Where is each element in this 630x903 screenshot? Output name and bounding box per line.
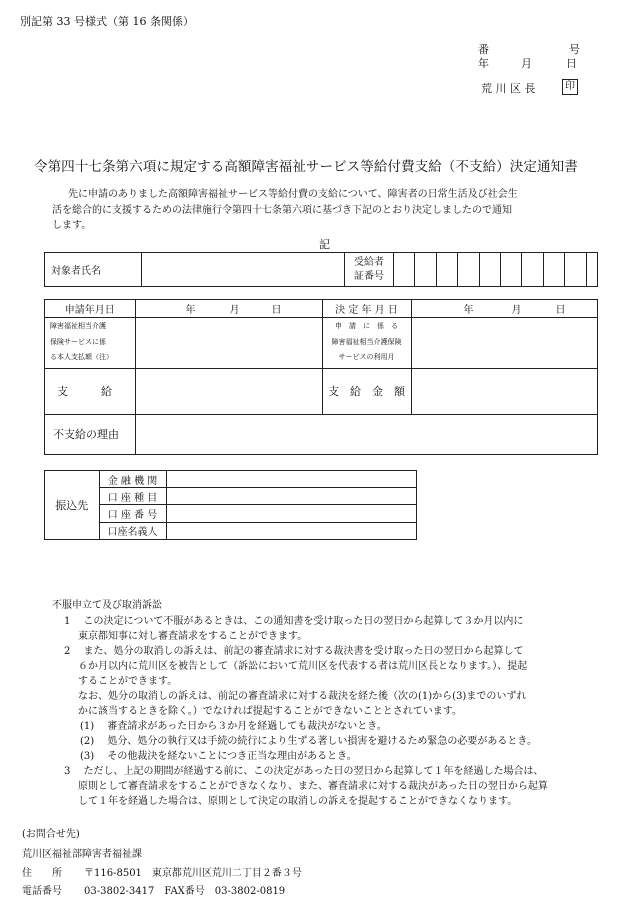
account-number-field[interactable] <box>166 505 416 522</box>
intro-line-3: します。 <box>52 220 92 231</box>
appeal-item-2: (2) 処分、処分の執行又は手続の続行により生ずる著しい損害を避けるため緊急の必要があるとき。 <box>80 736 537 747</box>
self-payment-label: 障害福祉相当介護 保険サービスに係 る本人支払額（注） <box>45 317 135 368</box>
appeal-p3-a: 3 ただし、上記の期間が経過する前に、この決定があった日の翌日から起算して１年を経過した場合は、 <box>64 766 544 777</box>
date-tsuki: 月 <box>521 57 532 70</box>
decision-date-label: 決 定 年 月 日 <box>322 300 411 317</box>
appeal-p2-a: 2 また、処分の取消しの訴えは、前記の審査請求に対する裁決書を受け取った日の翌日から起算して <box>64 646 524 657</box>
contact-heading: (お問合せ先) <box>22 829 80 840</box>
appeal-item-3: (3) その他裁決を経ないことにつき正当な理由があるとき。 <box>80 751 357 762</box>
account-holder-field[interactable] <box>166 522 416 539</box>
recipient-digit-4[interactable] <box>458 253 479 286</box>
payment-amount-label: 支 給 金 額 <box>322 368 411 414</box>
recipient-digit-3[interactable] <box>436 253 457 286</box>
contact-address-label: 住 所 <box>22 868 62 879</box>
payment-amount-field[interactable] <box>411 368 597 414</box>
document-title: 令第四十七条第六項に規定する高額障害福祉サービス等給付費支給（不支給）決定通知書 <box>34 159 578 175</box>
transfer-label: 振込先 <box>45 471 99 539</box>
recipient-digit-10[interactable] <box>586 253 597 286</box>
recipient-digit-5[interactable] <box>479 253 500 286</box>
service-use-month-field[interactable] <box>411 317 597 368</box>
recipient-digit-2[interactable] <box>415 253 436 286</box>
recipient-table <box>44 252 598 287</box>
seal-box: 印 <box>562 79 578 95</box>
contact-phone-label: 電話番号 <box>22 886 62 897</box>
bank-field[interactable] <box>166 471 416 488</box>
appeal-p3-b: 原則として審査請求をすることができなくなり、また、審査請求に対する裁決があった日の翌日から起算 <box>78 781 548 792</box>
bank-label: 金 融 機 関 <box>99 471 166 488</box>
contact-phone: 03-3802-3417 FAX番号 03-3802-0819 <box>84 886 286 897</box>
contact-address: 〒116-8501 東京都荒川区荒川二丁目２番３号 <box>84 868 302 879</box>
decision-date-field[interactable]: 年 月 日 <box>411 300 597 317</box>
appeal-p2-c: することができます。 <box>78 676 178 687</box>
intro-line-1: 先に申請のありました高額障害福祉サービス等給付費の支給について、障害者の日常生活及び社会生 <box>68 189 518 200</box>
bank-transfer-table <box>44 470 417 540</box>
recipient-digit-1[interactable] <box>394 253 415 286</box>
account-type-field[interactable] <box>166 488 416 505</box>
intro-line-2: 活を総合的に支援するための法律施行令第四十七条第六項に基づき下記のとおり決定しましたので通知 <box>52 205 512 216</box>
nonpayment-reason-field[interactable] <box>135 414 597 454</box>
nonpayment-reason-label: 不支給の理由 <box>45 414 135 454</box>
recipient-digit-9[interactable] <box>565 253 586 286</box>
date-nen: 年 <box>478 57 489 70</box>
name-field[interactable] <box>142 253 345 286</box>
account-number-label: 口 座 番 号 <box>99 505 166 522</box>
recipient-number-label: 受給者 証番号 <box>345 253 394 286</box>
decision-table <box>44 299 598 455</box>
recipient-digit-8[interactable] <box>543 253 564 286</box>
appeal-p2-b: ６か月以内に荒川区を被告として（訴訟において荒川区を代表する者は荒川区長となります。）、提起 <box>78 661 528 672</box>
appeal-p2-d: なお、処分の取消しの訴えは、前記の審査請求に対する裁決を経た後（次の(1)から(3)までのいずれ <box>78 691 527 702</box>
application-date-field[interactable]: 年 月 日 <box>135 300 322 317</box>
appeal-p1-b: 東京都知事に対し審査請求をすることができます。 <box>78 631 308 642</box>
issuer-name: 荒 川 区 長 <box>481 82 536 95</box>
recipient-digit-7[interactable] <box>522 253 543 286</box>
appeal-p3-c: して１年を経過した場合は、原則として決定の取消しの訴えを提起することができなくなります。 <box>78 796 518 807</box>
form-number: 別記第 33 号様式（第 16 条関係） <box>20 15 194 28</box>
appeal-item-1: (1) 審査請求があった日から３か月を経過しても裁決がないとき。 <box>80 721 387 732</box>
recipient-digit-6[interactable] <box>501 253 522 286</box>
application-date-label: 申請年月日 <box>45 300 135 317</box>
appeal-p2-e: かに該当するときを除く。）でなければ提起することができないこととされています。 <box>78 706 462 717</box>
name-label: 対象者氏名 <box>45 253 142 286</box>
number-go: 号 <box>569 43 580 56</box>
number-ban: 番 <box>478 43 489 56</box>
payment-field[interactable] <box>135 368 322 414</box>
appeal-p1-a: 1 この決定について不服があるときは、この通知書を受け取った日の翌日から起算して３か月以内に <box>64 616 524 627</box>
ki-heading: 記 <box>319 238 330 251</box>
self-payment-field[interactable] <box>135 317 322 368</box>
contact-department: 荒川区福祉部障害者福祉課 <box>22 849 142 860</box>
payment-label: 支 給 <box>45 368 135 414</box>
date-hi: 日 <box>566 57 577 70</box>
appeal-heading: 不服申立て及び取消訴訟 <box>52 600 162 611</box>
account-holder-label: 口座名義人 <box>99 522 166 539</box>
service-use-month-label: 申 請 に 係 る 障害福祉相当介護保険 サービスの利用月 <box>322 317 411 368</box>
account-type-label: 口 座 種 目 <box>99 488 166 505</box>
